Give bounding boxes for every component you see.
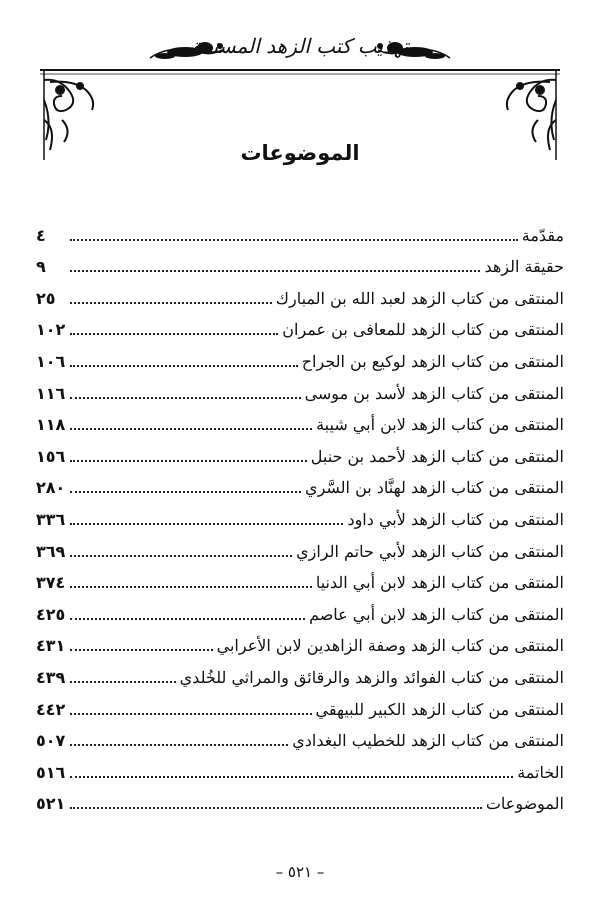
toc-entry[interactable] bbox=[36, 625, 564, 657]
toc-entry[interactable] bbox=[36, 530, 564, 562]
toc-entry-page: ٤٢٥ bbox=[36, 604, 66, 624]
toc-entry[interactable] bbox=[36, 214, 564, 246]
toc-entry-title: المنتقى من كتاب الزهد لابن أبي عاصم bbox=[309, 604, 564, 624]
toc-entry[interactable] bbox=[36, 435, 564, 467]
toc-entry-page: ٥١٦ bbox=[36, 762, 66, 782]
toc-entry[interactable] bbox=[36, 562, 564, 594]
toc-entry-page: ٢٥ bbox=[36, 288, 56, 308]
leader-dots bbox=[70, 649, 213, 651]
toc-entry-title: المنتقى من كتاب الزهد لابن أبي شيبة bbox=[316, 415, 564, 435]
leader-dots bbox=[70, 618, 305, 620]
toc-entry-page: ٤٤٢ bbox=[36, 699, 66, 719]
leader-dots bbox=[70, 239, 518, 241]
toc-entry-title: مقدّمة bbox=[521, 225, 564, 245]
leader-dots bbox=[70, 713, 312, 715]
left-corner-ornament bbox=[44, 80, 93, 150]
toc-entry-title: المنتقى من كتاب الزهد لهنَّاد بن السَّري bbox=[305, 478, 564, 498]
toc-entry[interactable] bbox=[36, 372, 564, 404]
toc-entry-page: ٤٣١ bbox=[36, 636, 66, 656]
toc-entry-title: المنتقى من كتاب الزهد لأحمد بن حنبل bbox=[310, 446, 564, 466]
toc-entry-title: المنتقى من كتاب الزهد لأبي داود bbox=[347, 509, 564, 529]
toc-entry-title: المنتقى من كتاب الزهد لوكيع بن الجراح bbox=[301, 351, 564, 371]
page-number: – ٥٢١ – bbox=[275, 863, 325, 881]
toc-entry-page: ٢٨٠ bbox=[36, 478, 66, 498]
toc-entry[interactable] bbox=[36, 688, 564, 720]
toc-entry-page: ٥٢١ bbox=[36, 794, 66, 814]
toc-entry-page: ٣٣٦ bbox=[36, 509, 66, 529]
toc-entry-title: حقيقة الزهد bbox=[484, 257, 564, 277]
toc-entry-page: ٣٧٤ bbox=[36, 573, 66, 593]
toc-entry[interactable] bbox=[36, 277, 564, 309]
leader-dots bbox=[70, 365, 298, 367]
toc-entry[interactable] bbox=[36, 246, 564, 278]
leader-dots bbox=[70, 807, 482, 809]
leader-dots bbox=[70, 397, 301, 399]
toc-entry[interactable] bbox=[36, 467, 564, 499]
toc-entry-title: المنتقى من كتاب الزهد الكبير للبيهقي bbox=[315, 699, 564, 719]
leader-dots bbox=[70, 270, 480, 272]
toc-entry-title: المنتقى من كتاب الزهد لعبد الله بن المبارك bbox=[275, 288, 564, 308]
leader-dots bbox=[70, 302, 272, 304]
toc-entry[interactable] bbox=[36, 498, 564, 530]
toc-entry-page: ١١٦ bbox=[36, 383, 66, 403]
toc-entry-title: المنتقى من كتاب الزهد لأبي حاتم الرازي bbox=[296, 541, 564, 561]
page-title: الموضوعات bbox=[240, 141, 360, 165]
leader-dots bbox=[70, 586, 312, 588]
toc-entry-title: المنتقى من كتاب الفوائد والزهد والرقائق والمراثي للخُلدي bbox=[179, 667, 564, 687]
toc-entry-title: المنتقى من كتاب الزهد للخطيب البغدادي bbox=[292, 731, 564, 751]
toc-entry-title: المنتقى من كتاب الزهد لابن أبي الدنيا bbox=[315, 573, 564, 593]
toc-entry-page: ١٥٦ bbox=[36, 446, 66, 466]
toc-entry-title: المنتقى من كتاب الزهد للمعافى بن عمران bbox=[282, 320, 564, 340]
toc-entry-page: ١١٨ bbox=[36, 415, 66, 435]
toc-entry-page: ٩ bbox=[36, 257, 46, 277]
toc-entry[interactable] bbox=[36, 593, 564, 625]
leader-dots bbox=[70, 491, 301, 493]
toc-entry-page: ٤٣٩ bbox=[36, 667, 66, 687]
running-title: تهذيب كتب الزهد المسندة bbox=[191, 34, 409, 58]
toc-entry-title: المنتقى من كتاب الزهد وصفة الزاهدين لابن الأعرابي bbox=[216, 636, 564, 656]
leader-dots bbox=[70, 333, 278, 335]
leader-dots bbox=[70, 460, 307, 462]
toc-entry-page: ٣٦٩ bbox=[36, 541, 66, 561]
leader-dots bbox=[70, 428, 312, 430]
toc-entry[interactable] bbox=[36, 751, 564, 783]
toc-entry-title: الخاتمة bbox=[517, 762, 564, 782]
toc-entry-page: ٤ bbox=[36, 225, 46, 245]
toc-entry-title: الموضوعات bbox=[485, 794, 564, 814]
right-corner-ornament bbox=[507, 80, 556, 150]
leader-dots bbox=[70, 744, 288, 746]
leader-dots bbox=[70, 681, 176, 683]
toc-entry-page: ٥٠٧ bbox=[36, 731, 66, 751]
leader-dots bbox=[70, 555, 292, 557]
toc-entry-page: ١٠٢ bbox=[36, 320, 66, 340]
toc-entry[interactable] bbox=[36, 720, 564, 752]
toc-entry[interactable] bbox=[36, 783, 564, 815]
toc-entry[interactable] bbox=[36, 656, 564, 688]
table-of-contents bbox=[36, 214, 564, 814]
toc-entry-title: المنتقى من كتاب الزهد لأسد بن موسى bbox=[304, 383, 564, 403]
toc-entry[interactable] bbox=[36, 309, 564, 341]
toc-entry-page: ١٠٦ bbox=[36, 351, 66, 371]
leader-dots bbox=[70, 776, 513, 778]
leader-dots bbox=[70, 523, 343, 525]
toc-entry[interactable] bbox=[36, 404, 564, 436]
toc-entry[interactable] bbox=[36, 340, 564, 372]
